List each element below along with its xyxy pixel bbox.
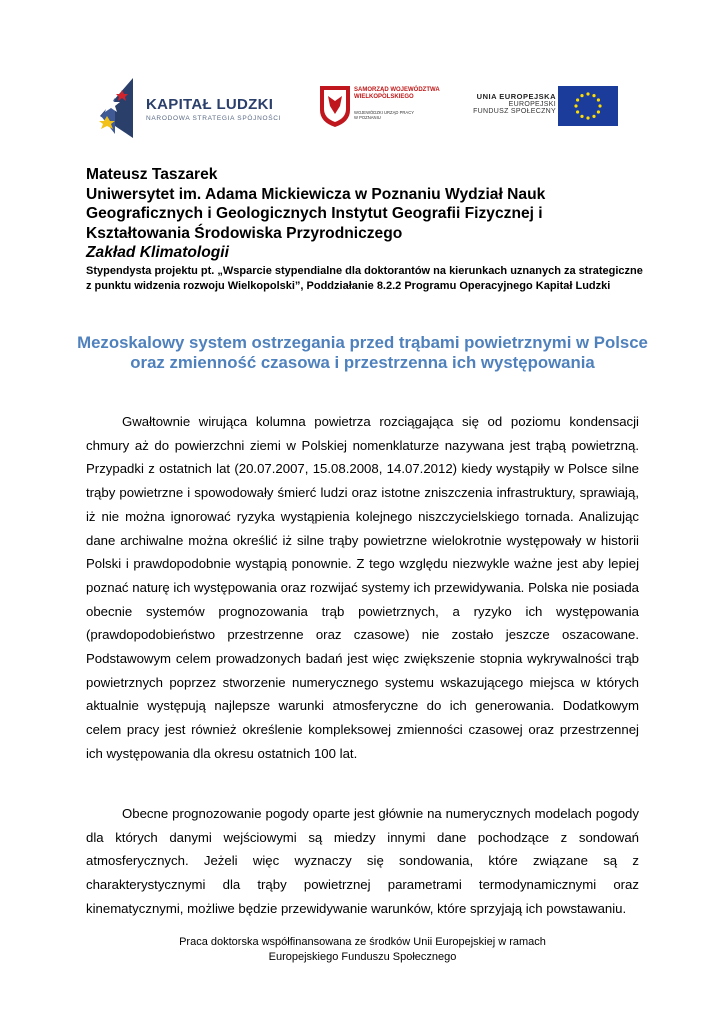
affiliation-line-2: Geograficznych i Geologicznych Instytut Geografii Fizycznej i	[86, 205, 543, 222]
document-title: Mezoskalowy system ostrzegania przed trąbami powietrznymi w Polsce oraz zmienność czasowa i przestrzenna ich występowania	[77, 333, 648, 372]
kapital-ludzki-emblem-icon	[97, 76, 143, 140]
logo-bar	[0, 74, 725, 144]
author-name: Mateusz Taszarek	[86, 166, 218, 183]
funding-footer	[86, 935, 639, 965]
eu-logo	[463, 86, 623, 132]
affiliation-line-3: Kształtowania Środowiska Przyrodniczego	[86, 224, 403, 242]
department-name: Zakład Klimatologii	[86, 244, 229, 261]
affiliation-line-1: Uniwersytet im. Adama Mickiewicza w Poznaniu Wydział Nauk	[86, 185, 546, 203]
eu-text	[473, 92, 556, 115]
samorzad-line3: WOJEWÓDZKI URZĄD PRACY	[354, 110, 415, 115]
eagle-shield-icon	[318, 84, 352, 128]
body-paragraph-2	[86, 802, 639, 921]
kapital-ludzki-title: KAPITAŁ LUDZKI	[146, 96, 274, 113]
kapital-ludzki-subtitle: NARODOWA STRATEGIA SPÓJNOŚCI	[146, 115, 282, 122]
paragraph-2-text: Obecne prognozowanie pogody oparte jest głównie na numerycznych modelach pogody dla których danymi wejściowymi są miedzy innymi dane pochodzące z sondowań atmosferycznych. Jeżeli więc wyznaczy się sondowania, które związane są z charakterystycznymi dla trąby powietrznej parametrami termodynamicznymi oraz kinematycznymi, możliwe będzie przewidywanie warunków, które sprzyjają ich powstawaniu.	[86, 806, 639, 916]
eu-line1: UNIA EUROPEJSKA	[476, 92, 556, 101]
samorzad-line1: SAMORZĄD WOJEWÓDZTWA	[354, 87, 440, 93]
samorzad-logo	[318, 84, 438, 139]
body-paragraph-1	[86, 410, 639, 766]
eu-flag-icon	[558, 86, 618, 126]
paragraph-1-text: Gwałtownie wirująca kolumna powietrza rozciągająca się od poziomu kondensacji chmury aż do powierzchni ziemi w Polskiej nomenklaturze nazywana jest trąbą powietrzną. Przypadki z ostatnich lat (20.07.2007, 15.08.2008, 14.07.2012) kiedy wystąpiły w Polsce silne trąby powietrzne i spowodowały śmierć ludzi oraz istotne zniszczenia infrastruktury, sprawiają, iż nie można ignorować ryzyka wystąpienia kolejnego niszczycielskiego tornada. Analizując dane archiwalne można określić iż silne trąby powietrzne wielokrotnie występowały w historii Polski i prawdopodobnie wystąpią ponownie. Z tego względu niezwykle ważne jest aby lepiej poznać naturę ich występowania oraz rozwijać systemy ich przewidywania. Polska nie posiada obecnie systemów prognozowania trąb powietrznych, a ryzyko ich występowania (prawdopodobieństwo przestrzenne oraz czasowe) nie zostało jeszcze oszacowane. Podstawowym celem prowadzonych badań jest więc zwiększenie stopnia wykrywalności trąb powietrznych poprzez stworzenie numerycznego systemu wskazującego miejsca w których aktualnie występują najlepsze warunki atmosferyczne do ich generowania. Dodatkowym celem pracy jest również określenie kompleksowej zmienności czasowej oraz przestrzennej ich występowania dla okresu ostatnich 100 lat.	[86, 414, 639, 761]
eu-line2: EUROPEJSKI	[508, 101, 556, 108]
samorzad-line4: W POZNANIU	[354, 115, 381, 120]
kapital-ludzki-logo	[97, 76, 287, 140]
eu-line3: FUNDUSZ SPOŁECZNY	[473, 108, 556, 115]
footer-line-1: Praca doktorska współfinansowana ze środków Unii Europejskiej w ramach	[179, 936, 546, 948]
scholarship-note: Stypendysta projektu pt. „Wsparcie stypendialne dla doktorantów na kierunkach uznanych za strategiczne z punktu widzenia rozwoju Wielkopolski”, Poddziałanie 8.2.2 Programu Operacyjnego Kapitał Ludzki	[86, 264, 643, 292]
footer-line-2: Europejskiego Funduszu Społecznego	[268, 951, 457, 963]
samorzad-line2: WIELKOPOLSKIEGO	[354, 94, 414, 100]
author-header	[86, 165, 646, 294]
